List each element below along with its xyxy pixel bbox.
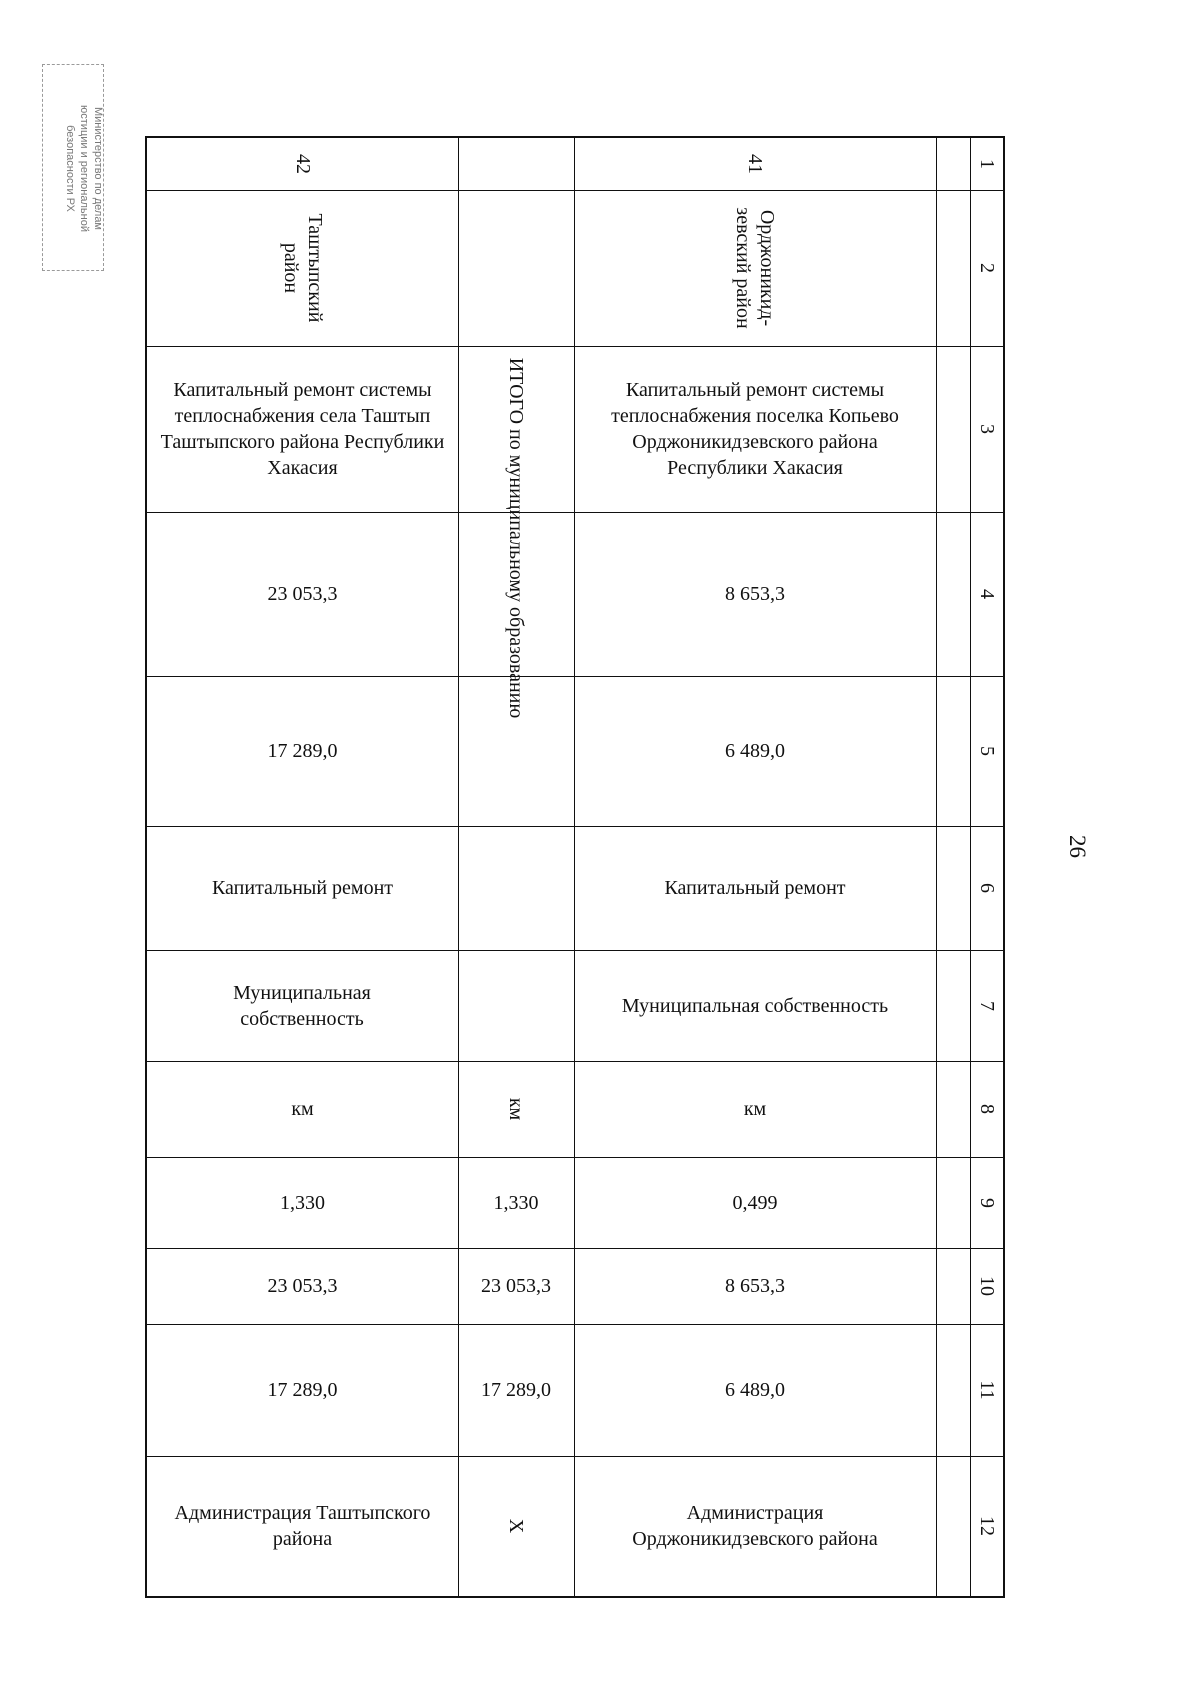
column-number: 4 — [975, 589, 998, 599]
total-label: ИТОГО по муниципальному образованию — [505, 357, 527, 719]
administrator: Администрация Орджоникидзевского района — [632, 1502, 878, 1550]
rotated-data-table — [145, 136, 1005, 1598]
object-name: Капитальный ремонт системы теплоснабжения села Таштып Таштыпского района Республики Хакасия — [160, 379, 445, 479]
registration-stamp — [42, 64, 104, 271]
cell-value: 8 653,3 — [725, 1275, 785, 1297]
column-number: 11 — [975, 1380, 998, 1400]
unit: км — [505, 1097, 527, 1121]
cell-value: 6 489,0 — [725, 1379, 785, 1401]
stamp-line: юстиции и региональной — [78, 105, 90, 232]
cell-value: 1,330 — [493, 1191, 539, 1214]
page-number: 26 — [1065, 835, 1090, 858]
ownership: Муниципальная собственность — [233, 981, 371, 1030]
object-name: Капитальный ремонт системы теплоснабжения поселка Копьево Орджоникидзевского района Республики Хакасия — [611, 379, 899, 479]
cell-value: Х — [505, 1518, 527, 1534]
ownership: Муниципальная собственность — [621, 994, 889, 1017]
administrator: Администрация Таштыпского района — [174, 1502, 431, 1550]
cell-value: 6 489,0 — [725, 740, 785, 762]
column-number: 10 — [975, 1276, 998, 1296]
stamp-line: Министерство по делам — [92, 106, 104, 230]
cell-value: 8 653,3 — [725, 583, 785, 605]
cell-value: 17 289,0 — [267, 740, 338, 762]
district-name: Таштыпский район — [279, 213, 326, 323]
column-number: 5 — [975, 746, 998, 756]
cell-value: 23 053,3 — [267, 583, 338, 605]
cell-value: 1,330 — [280, 1191, 325, 1214]
column-number: 6 — [975, 883, 998, 893]
unit: км — [743, 1098, 767, 1120]
work-type: Капитальный ремонт — [664, 877, 846, 899]
column-number: 3 — [975, 424, 998, 434]
column-number: 7 — [975, 1000, 998, 1011]
cell-value: 17 289,0 — [481, 1379, 551, 1401]
column-number: 2 — [975, 263, 998, 273]
stamp-text — [49, 71, 105, 266]
column-number: 12 — [975, 1516, 998, 1536]
unit: км — [291, 1098, 314, 1120]
column-number: 1 — [975, 159, 998, 169]
column-number: 8 — [975, 1104, 998, 1114]
row-number: 41 — [744, 154, 766, 174]
row-number: 42 — [291, 154, 314, 174]
cell-value: 23 053,3 — [481, 1275, 551, 1297]
stamp-line: безопасности РХ — [64, 125, 76, 212]
column-number: 9 — [975, 1197, 998, 1208]
cell-value: 23 053,3 — [267, 1275, 338, 1297]
cell-value: 0,499 — [732, 1191, 778, 1214]
district-name: Орджоникид- зевский район — [732, 207, 778, 329]
cell-value: 17 289,0 — [267, 1379, 338, 1401]
work-type: Капитальный ремонт — [211, 877, 394, 899]
